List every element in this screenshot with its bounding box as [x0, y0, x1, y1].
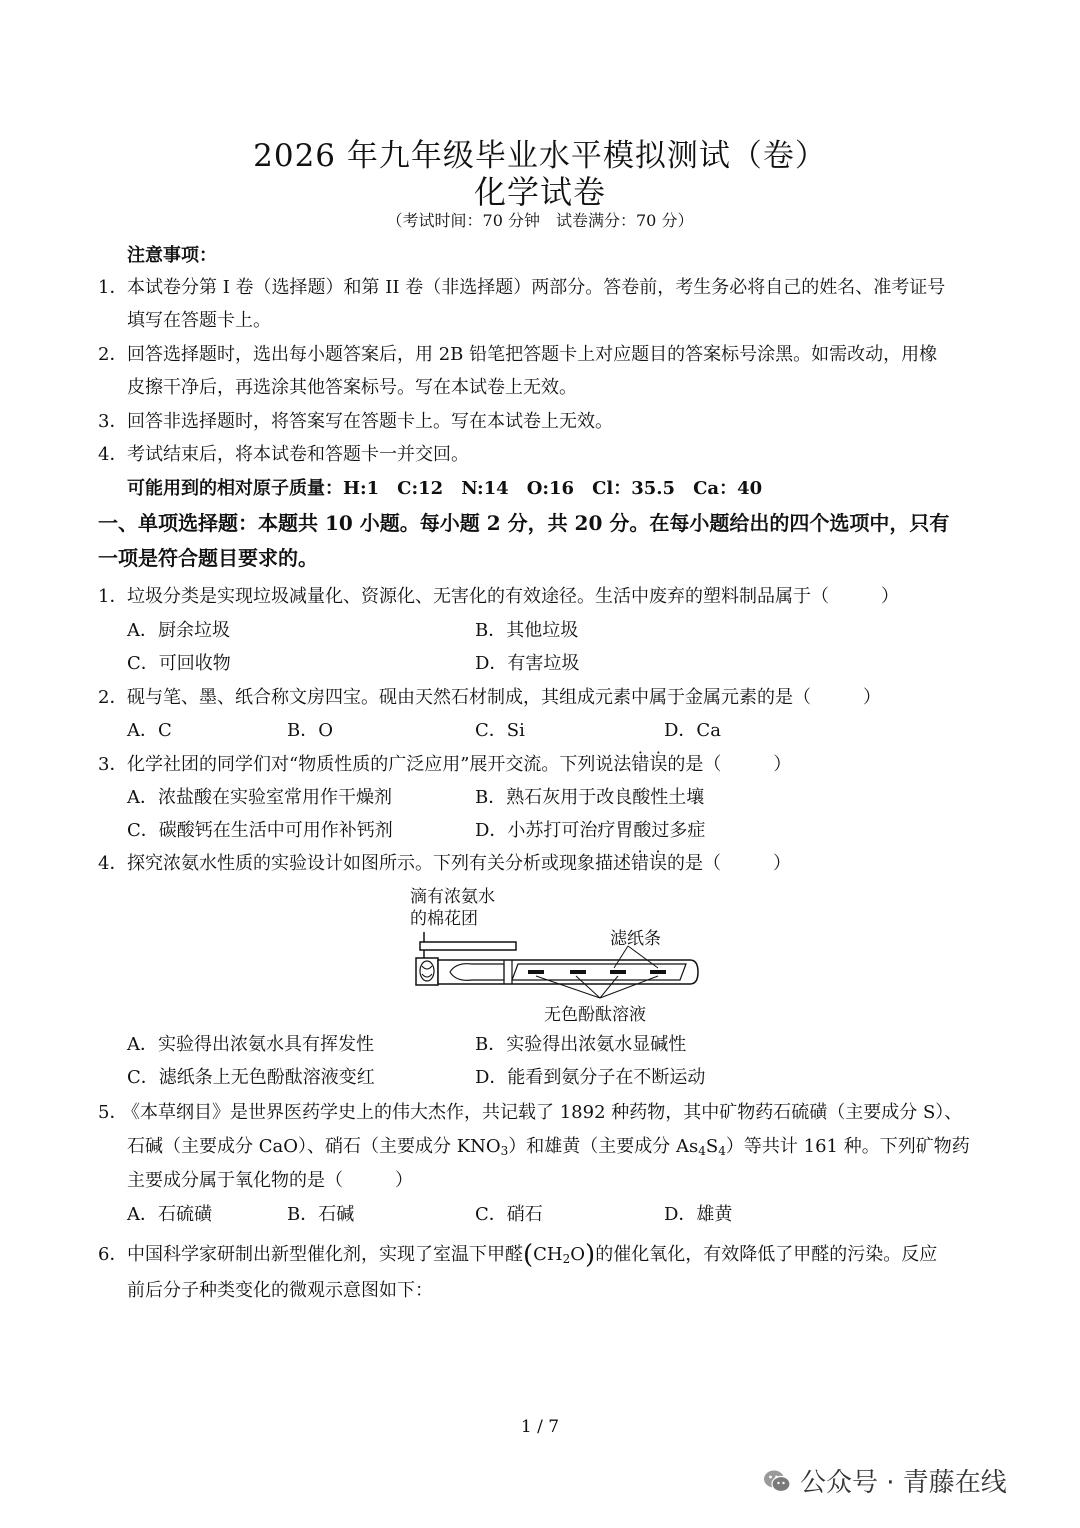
phenolphthalein-drop [610, 970, 626, 974]
option-c: C．硝石 [475, 1204, 543, 1225]
question-number: 3． [98, 754, 128, 775]
notice-item-text: 皮擦干净后，再选涂其他答案标号。写在本试卷上无效。 [127, 377, 577, 398]
notice-item-text: 回答非选择题时，将答案写在答题卡上。写在本试卷上无效。 [127, 411, 613, 432]
section-heading: 一、单项选择题：本题共 10 小题。每小题 2 分，共 20 分。在每小题给出的四个选项中，只有 [98, 511, 950, 535]
option-b: B．石碱 [287, 1204, 355, 1225]
option-d: D．雄黄 [664, 1204, 733, 1225]
dropper-tip [450, 964, 504, 981]
notice-item-text: 考试结束后，将本试卷和答题卡一并交回。 [127, 444, 469, 465]
option-a: A．实验得出浓氨水具有挥发性 [127, 1034, 374, 1055]
watermark-text: 公众号 · 青藤在线 [800, 1468, 1007, 1498]
question-stem: 探究浓氨水性质的实验设计如图所示。下列有关分析或现象描述错误的是（ ） [127, 853, 791, 874]
option-d: D．能看到氨分子在不断运动 [475, 1067, 706, 1088]
notice-item-num: 1． [98, 277, 128, 298]
question-number: 6． [98, 1244, 128, 1265]
emphasis-mark: 误 [649, 754, 668, 775]
notice-item-num: 3． [98, 411, 128, 432]
notice-item-num: 4． [98, 444, 128, 465]
question-stem-cont: 前后分子种类变化的微观示意图如下： [127, 1280, 433, 1301]
emphasis-mark: 错 [631, 754, 650, 775]
cotton-ball [420, 961, 434, 981]
option-c: C．可回收物 [127, 653, 231, 674]
question-stem: 垃圾分类是实现垃圾减量化、资源化、无害化的有效途径。生活中废弃的塑料制品属于（ ） [127, 586, 899, 607]
option-c: C．碳酸钙在生活中可用作补钙剂 [127, 820, 393, 841]
watermark [762, 1462, 1007, 1499]
option-d: D．有害垃圾 [475, 653, 580, 674]
figure-label-solution: 无色酚酞溶液 [544, 1005, 646, 1025]
question-stem: 中国科学家研制出新型催化剂，实现了室温下甲醛$(CH_2O)$的催化氧化，有效降低了甲醛的污染。反应 [127, 1240, 938, 1270]
notice-heading: 注意事项： [127, 245, 217, 266]
phenolphthalein-drop [570, 970, 586, 974]
question-stem: 砚与笔、墨、纸合称文房四宝。砚由天然石材制成，其组成元素中属于金属元素的是（ ） [127, 687, 881, 708]
question-number: 4． [98, 853, 128, 874]
notice-item-text: 填写在答题卡上。 [127, 310, 271, 331]
experiment-figure [400, 880, 710, 1025]
question-stem-cont: 石碱（主要成分 CaO）、硝石（主要成分 $KNO_3$）和雄黄（主要成分 $As_4S_4$）等共计 161 种。下列矿物药 [127, 1136, 970, 1158]
option-a: A．浓盐酸在实验室常用作干燥剂 [127, 787, 392, 808]
wechat-icon [762, 1466, 792, 1496]
page-number: 1 / 7 [520, 1417, 560, 1437]
question-stem: 化学社团的同学们对“物质性质的广泛应用”展开交流。下列说法错误的是（ ） [127, 754, 792, 775]
option-b: B．其他垃圾 [475, 620, 579, 641]
notice-item-text: 本试卷分第 I 卷（选择题）和第 II 卷（非选择题）两部分。答卷前，考生务必将自己的姓名、准考证号 [127, 277, 946, 298]
option-b: B．实验得出浓氨水显碱性 [475, 1034, 687, 1055]
figure-label-strip: 滤纸条 [610, 929, 661, 949]
notice-item-num: 2． [98, 344, 128, 365]
figure-label-cotton: 滴有浓氨水 [410, 887, 495, 907]
phenolphthalein-drop [650, 970, 666, 974]
notice-item-text: 回答选择题时，选出每小题答案后，用 2B 铅笔把答题卡上对应题目的答案标号涂黑。如需改动，用橡 [127, 344, 938, 365]
section-heading-cont: 一项是符合题目要求的。 [98, 546, 318, 570]
question-stem: 《本草纲目》是世界医药学史上的伟大杰作，共记载了 1892 种药物，其中矿物药石硫磺（主要成分 S）、 [122, 1102, 963, 1123]
option-a: A．C [127, 720, 172, 741]
question-number: 5． [98, 1102, 128, 1123]
glass-rod [420, 942, 516, 950]
exam-title: 2026 年九年级毕业水平模拟测试（卷） [253, 138, 827, 174]
exam-subject-title: 化学试卷 [473, 173, 606, 211]
option-b: B．O [287, 720, 333, 741]
option-d: D．Ca [664, 720, 721, 741]
option-c: C．滤纸条上无色酚酞溶液变红 [127, 1067, 375, 1088]
atomic-masses: 可能用到的相对原子质量：H:1 C:12 N:14 O:16 Cl：35.5 Ca：40 [127, 478, 763, 499]
exam-info: （考试时间：70 分钟 试卷满分：70 分） [386, 211, 694, 230]
question-number: 2． [98, 687, 128, 708]
option-d: D．小苏打可治疗胃酸过多症 [475, 820, 706, 841]
question-number: 1． [98, 586, 128, 607]
option-b: B．熟石灰用于改良酸性土壤 [475, 787, 705, 808]
emphasis-mark: 误 [649, 853, 667, 874]
question-stem-cont: 主要成分属于氧化物的是（ ） [127, 1170, 413, 1191]
emphasis-mark: 错 [631, 853, 649, 874]
option-a: A．石硫磺 [127, 1204, 212, 1225]
phenolphthalein-drop [528, 970, 544, 974]
option-a: A．厨余垃圾 [127, 620, 230, 641]
option-c: C．Si [475, 720, 525, 741]
figure-label-cotton-2: 的棉花团 [410, 909, 478, 929]
